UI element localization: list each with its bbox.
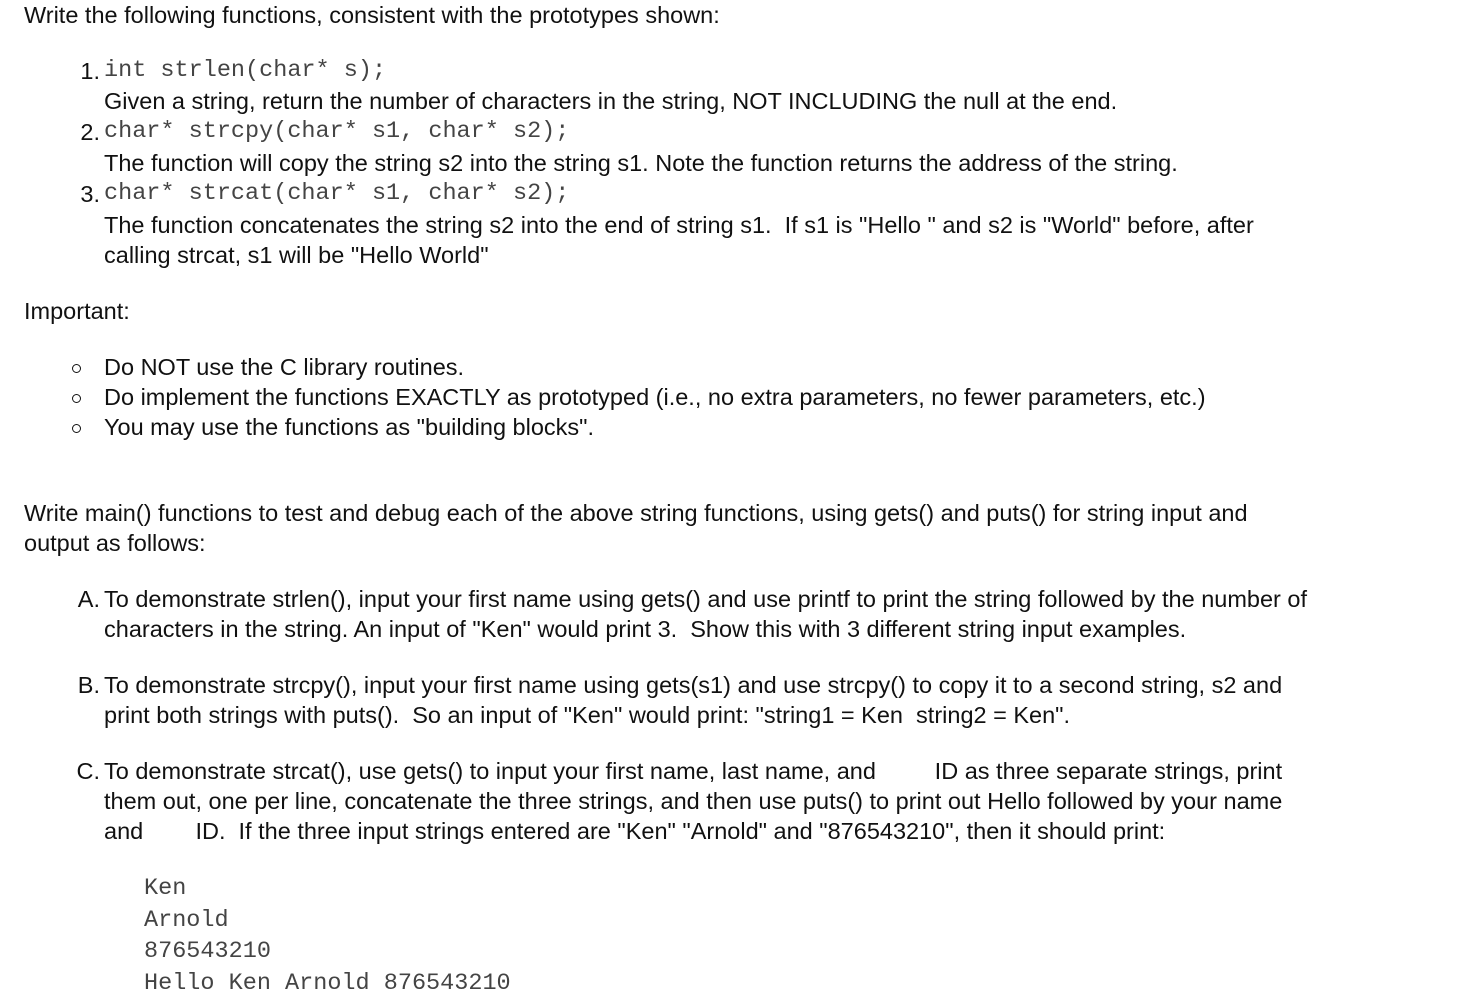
bullet-icon (72, 394, 81, 403)
task-text: them out, one per line, concatenate the three strings, and then use puts() to print out Hello followed by your name (104, 788, 1283, 814)
function-prototype: char* strcpy(char* s1, char* s2); (104, 118, 570, 145)
function-prototype: char* strcat(char* s1, char* s2); (104, 180, 570, 207)
main-intro-text: Write main() functions to test and debug each of the above string functions, using gets() and puts() for string input and (24, 500, 1248, 526)
task-text: To demonstrate strcat(), use gets() to input your first name, last name, and ID as three separate strings, print (104, 758, 1283, 784)
sample-output-line: Hello Ken Arnold 876543210 (144, 970, 511, 997)
task-text: To demonstrate strlen(), input your first name using gets() and use printf to print the string followed by the number of (104, 586, 1308, 612)
sample-output-line: 876543210 (144, 938, 271, 965)
task-letter: B. (77, 672, 100, 698)
list-item-text: Do implement the functions EXACTLY as prototyped (i.e., no extra parameters, no fewer parameters, etc.) (104, 384, 1206, 410)
list-item-text: Do NOT use the C library routines. (104, 354, 465, 380)
task-letter: C. (76, 758, 100, 784)
task-text: characters in the string. An input of "Ken" would print 3. Show this with 3 different string input examples. (104, 616, 1187, 642)
function-description: The function concatenates the string s2 into the end of string s1. If s1 is "Hello " and s2 is "World" before, after (104, 212, 1254, 238)
task-text: To demonstrate strcpy(), input your first name using gets(s1) and use strcpy() to copy it to a second string, s2 and (104, 672, 1283, 698)
sample-output-line: Ken (144, 875, 187, 902)
function-number: 2. (80, 119, 100, 145)
important-heading: Important: (24, 298, 130, 324)
bullet-icon (72, 424, 81, 433)
function-description: Given a string, return the number of characters in the string, NOT INCLUDING the null at the end. (104, 88, 1118, 114)
function-number: 3. (80, 181, 100, 207)
task-text: and ID. If the three input strings entered are "Ken" "Arnold" and "876543210", then it should print: (104, 818, 1166, 844)
task-text: print both strings with puts(). So an input of "Ken" would print: "string1 = Ken string2 = Ken". (104, 702, 1071, 728)
bullet-icon (72, 364, 81, 373)
sample-output-line: Arnold (144, 907, 229, 934)
function-prototype: int strlen(char* s); (104, 57, 387, 84)
task-letter: A. (77, 586, 100, 612)
main-intro-text: output as follows: (24, 530, 206, 556)
intro-text: Write the following functions, consistent with the prototypes shown: (24, 2, 720, 28)
list-item-text: You may use the functions as "building blocks". (104, 414, 595, 440)
function-number: 1. (80, 58, 100, 84)
function-description: The function will copy the string s2 into the string s1. Note the function returns the address of the string. (104, 150, 1178, 176)
function-description: calling strcat, s1 will be "Hello World" (104, 242, 489, 268)
